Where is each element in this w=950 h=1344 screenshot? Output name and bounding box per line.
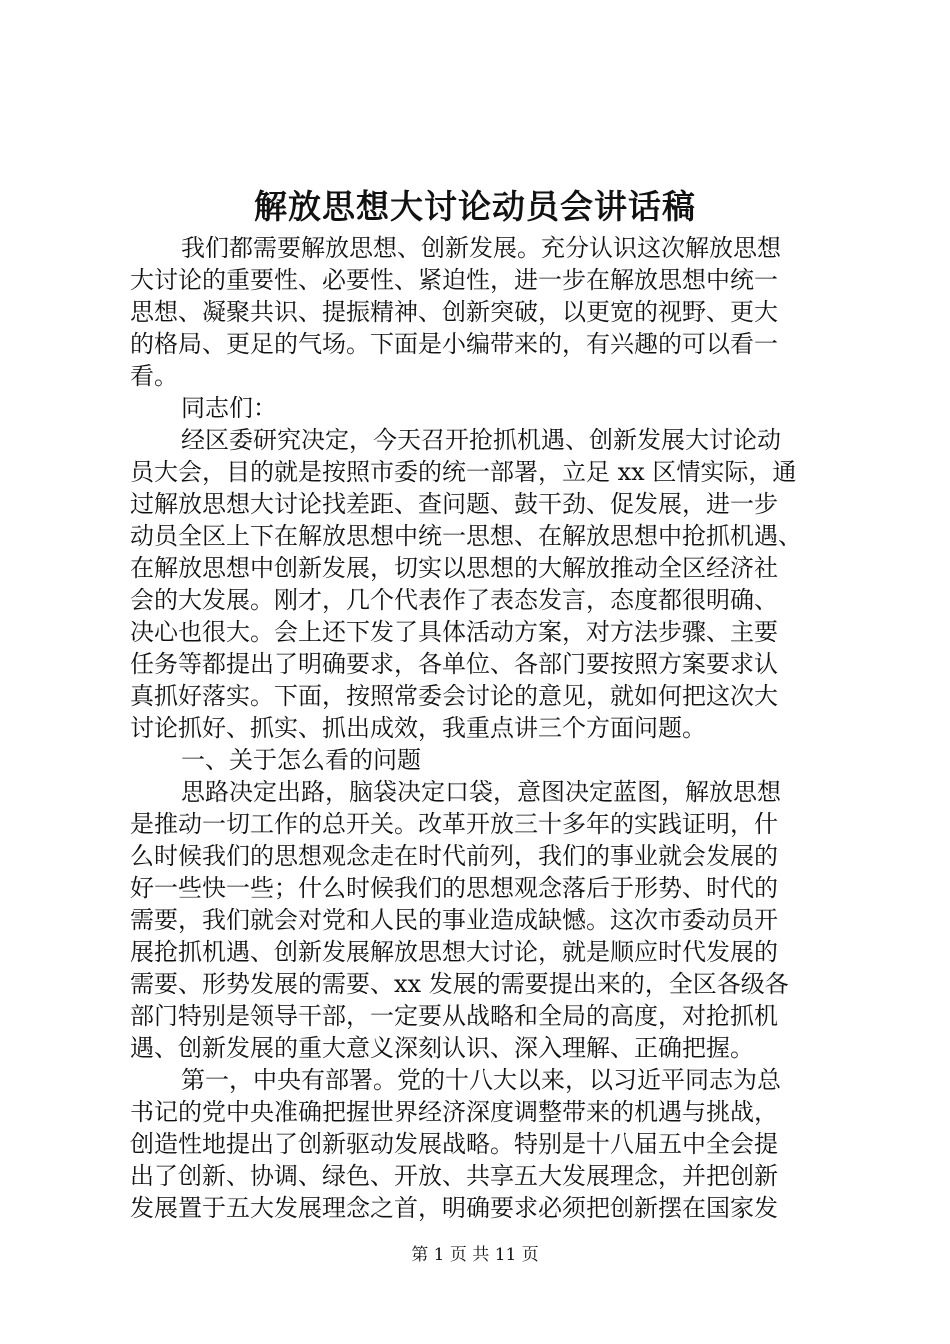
section-heading: 一、关于怎么看的问题 xyxy=(181,746,421,774)
paragraph-line: 书记的党中央准确把握世界经济深度调整带来的机遇与挑战， xyxy=(130,1098,778,1126)
paragraph-line: 是推动一切工作的总开关。改革开放三十多年的实践证明，什 xyxy=(130,810,778,838)
paragraph-line: 真抓好落实。下面，按照常委会讨论的意见，就如何把这次大 xyxy=(130,682,778,710)
paragraph-line: 动员全区上下在解放思想中统一思想、在解放思想中抢抓机遇、 xyxy=(130,522,802,550)
salutation: 同志们： xyxy=(181,394,277,422)
paragraph-line: 看。 xyxy=(130,362,178,390)
paragraph-line: 在解放思想中创新发展，切实以思想的大解放推动全区经济社 xyxy=(130,554,778,582)
paragraph-line: 大讨论的重要性、必要性、紧迫性，进一步在解放思想中统一 xyxy=(130,266,778,294)
paragraph-line: 部门特别是领导干部，一定要从战略和全局的高度，对抢抓机 xyxy=(130,1002,778,1030)
paragraph-line: 经区委研究决定，今天召开抢抓机遇、创新发展大讨论动 xyxy=(181,426,781,454)
paragraph-line: 好一些快一些；什么时候我们的思想观念落后于形势、时代的 xyxy=(130,874,778,902)
paragraph-line: 决心也很大。会上还下发了具体活动方案，对方法步骤、主要 xyxy=(130,618,778,646)
paragraph-line: 的格局、更足的气场。下面是小编带来的，有兴趣的可以看一 xyxy=(130,330,778,358)
paragraph-line: 需要，我们就会对党和人民的事业造成缺憾。这次市委动员开 xyxy=(130,906,778,934)
document-title: 解放思想大讨论动员会讲话稿 xyxy=(254,187,696,226)
paragraph-line: 创造性地提出了创新驱动发展战略。特别是十八届五中全会提 xyxy=(130,1130,778,1158)
paragraph-line: 讨论抓好、抓实、抓出成效，我重点讲三个方面问题。 xyxy=(130,714,706,742)
paragraph-line: 出了创新、协调、绿色、开放、共享五大发展理念，并把创新 xyxy=(130,1162,778,1190)
paragraph-line: 过解放思想大讨论找差距、查问题、鼓干劲、促发展，进一步 xyxy=(130,490,778,518)
document-body xyxy=(130,232,830,1224)
paragraph-line: 需要、形势发展的需要、xx 发展的需要提出来的，全区各级各 xyxy=(130,970,789,998)
paragraph-line: 任务等都提出了明确要求，各单位、各部门要按照方案要求认 xyxy=(130,650,778,678)
paragraph-line: 思路决定出路，脑袋决定口袋，意图决定蓝图，解放思想 xyxy=(181,778,781,806)
paragraph-line: 第一，中央有部署。党的十八大以来，以习近平同志为总 xyxy=(181,1066,781,1094)
paragraph-line: 展抢抓机遇、创新发展解放思想大讨论，就是顺应时代发展的 xyxy=(130,938,778,966)
paragraph-line: 员大会，目的就是按照市委的统一部署，立足 xx 区情实际，通 xyxy=(130,458,797,486)
paragraph-line: 遇、创新发展的重大意义深刻认识、深入理解、正确把握。 xyxy=(130,1034,754,1062)
paragraph-line: 发展置于五大发展理念之首，明确要求必须把创新摆在国家发 xyxy=(130,1194,778,1222)
paragraph-line: 我们都需要解放思想、创新发展。充分认识这次解放思想 xyxy=(181,234,781,262)
page-footer: 第 1 页 共 11 页 xyxy=(411,1245,539,1265)
paragraph-line: 么时候我们的思想观念走在时代前列，我们的事业就会发展的 xyxy=(130,842,778,870)
paragraph-line: 会的大发展。刚才，几个代表作了表态发言，态度都很明确、 xyxy=(130,586,778,614)
paragraph-line: 思想、凝聚共识、提振精神、创新突破，以更宽的视野、更大 xyxy=(130,298,778,326)
